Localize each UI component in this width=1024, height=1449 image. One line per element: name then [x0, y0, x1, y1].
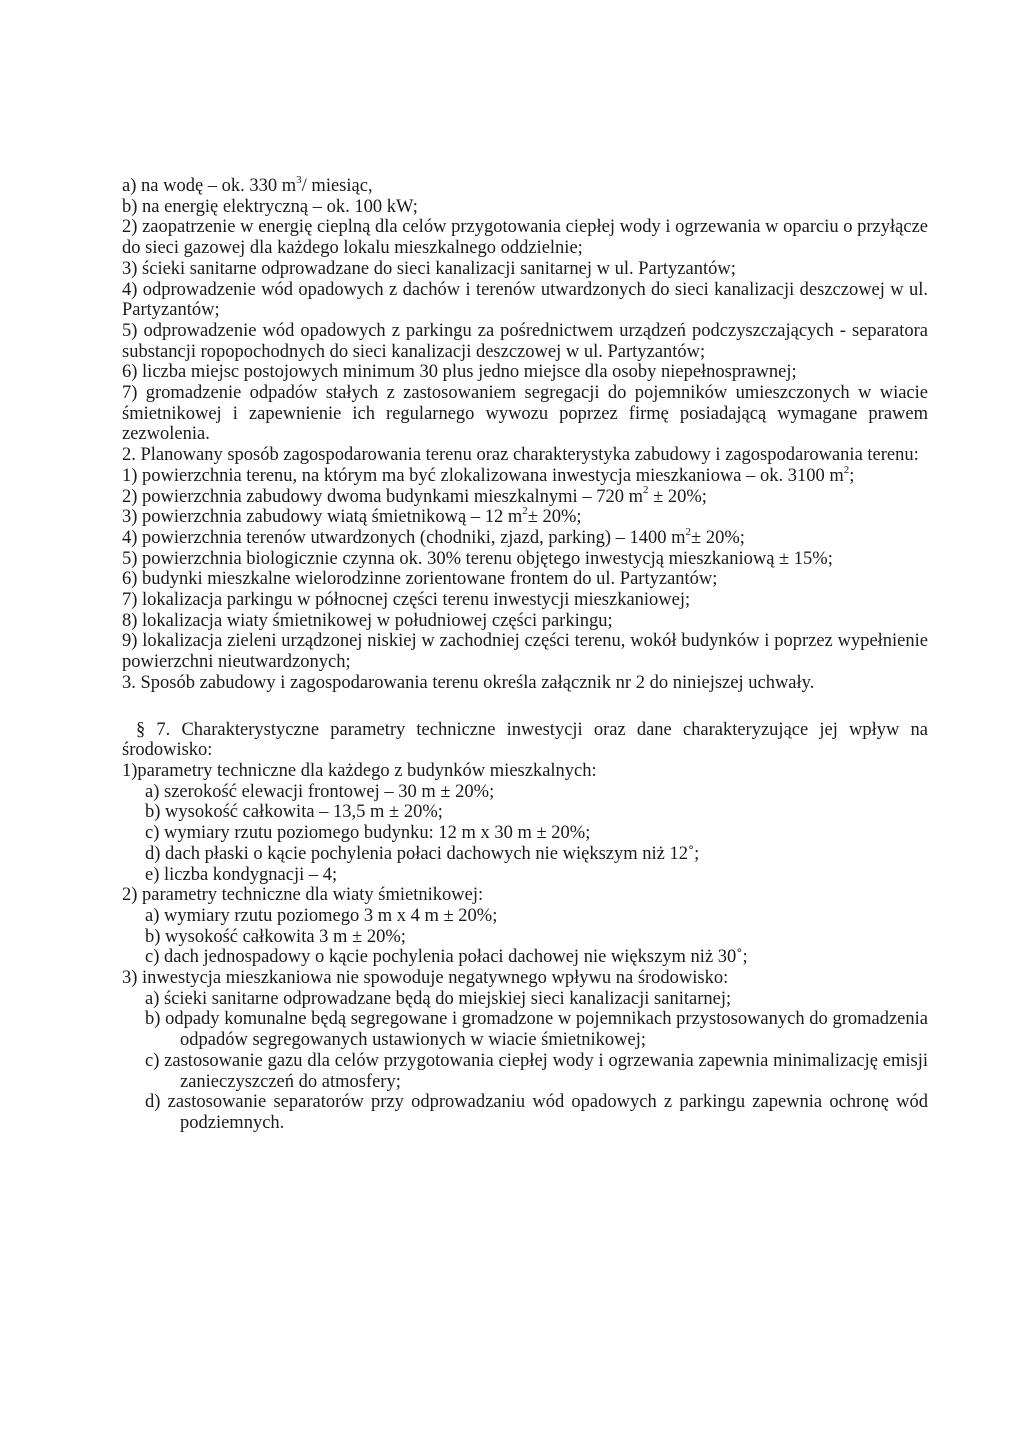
document-body [122, 173, 928, 1134]
item-shelter-location: 8) lokalizacja wiaty śmietnikowej w południowej części parkingu; [122, 610, 613, 631]
p7-item-3: 3) inwestycja mieszkaniowa nie spowoduje negatywnego wpływu na środowisko: [122, 968, 729, 989]
p7-item-2c: c) dach jednospadowy o kącie pochylenia połaci dachowej nie większym niż 30˚; [145, 947, 748, 968]
item-building-orientation: 6) budynki mieszkalne wielorodzinne zorientowane frontem do ul. Partyzantów; [122, 569, 718, 590]
p7-item-2a: a) wymiary rzutu poziomego 3 m x 4 m ± 20%; [145, 905, 498, 926]
section-3-text: 3. Sposób zabudowy i zagospodarowania terenu określa załącznik nr 2 do niniejszej uchwały. [122, 672, 815, 693]
paragraph-gap [122, 694, 928, 720]
p7-item-1a: a) szerokość elewacji frontowej – 30 m ± 20%; [145, 781, 495, 802]
paragraph-7-heading: § 7. Charakterystyczne parametry techniczne inwestycji oraz dane charakteryzujące jej wpływ na środowisko: [122, 719, 928, 761]
item-building-area: 2) powierzchnia zabudowy dwoma budynkami mieszkalnymi – 720 $m^2 \pm 20\%$; [122, 484, 707, 507]
p7-item-2: 2) parametry techniczne dla wiaty śmietnikowej: [122, 885, 484, 906]
item-greenery-location: 9) lokalizacja zieleni urządzonej niskiej w zachodniej części terenu, wokół budynków i poprzez wypełnienie powierzchni nieutwardzonych; [122, 631, 928, 673]
p7-item-3d: d) zastosowanie separatorów przy odprowadzaniu wód opadowych z parkingu zapewnia ochronę wód podziemnych. [145, 1092, 928, 1133]
item-biological-area: 5) powierzchnia biologicznie czynna ok. 30% terenu objętego inwestycją mieszkaniową ± 15%; [122, 548, 833, 569]
item-rainwater-roofs: 4) odprowadzenie wód opadowych z dachów i terenów utwardzonych do sieci kanalizacji deszczowej w ul. Partyzantów; [122, 279, 928, 321]
p7-item-1d: d) dach płaski o kącie pochylenia połaci dachowych nie większym niż 12˚; [145, 843, 700, 864]
water-demand: a) na wodę – ok. 330 $m^3/$ miesiąc, [122, 173, 373, 196]
energy-demand: b) na energię elektryczną – ok. 100 kW; [122, 196, 418, 217]
item-parking-spaces: 6) liczba miejsc postojowych minimum 30 plus jedno miejsce dla osoby niepełnosprawnej; [122, 362, 797, 383]
item-parking-location: 7) lokalizacja parkingu w północnej części terenu inwestycji mieszkaniowej; [122, 590, 691, 611]
item-paved-area: 4) powierzchnia terenów utwardzonych (chodniki, zjazd, parking) – 1400 $m^2\pm 20\%$; [122, 525, 745, 548]
p7-item-2b: b) wysokość całkowita 3 m ± 20%; [145, 926, 406, 947]
p7-item-3a: a) ścieki sanitarne odprowadzane będą do miejskiej sieci kanalizacji sanitarnej; [145, 988, 732, 1009]
item-heat-supply: 2) zaopatrzenie w energię cieplną dla celów przygotowania ciepłej wody i ogrzewania w oparciu o przyłącze do sieci gazowej dla każdego lokalu mieszkalnego oddzielnie; [122, 217, 928, 259]
p7-item-3b: b) odpady komunalne będą segregowane i gromadzone w pojemnikach przystosowanych do gromadzenia odpadów segregowanych ustawionych w wiacie śmietnikowej; [145, 1009, 928, 1051]
p7-item-1e: e) liczba kondygnacji – 4; [145, 864, 338, 885]
p7-item-1: 1)parametry techniczne dla każdego z budynków mieszkalnych: [122, 760, 597, 781]
item-waste-collection: 7) gromadzenie odpadów stałych z zastosowaniem segregacji do pojemników umieszczonych w wiacie śmietnikowej i zapewnienie ich regularnego wywozu poprzez firmę posiadającą wymagane prawem zezwolenia. [122, 383, 928, 445]
p7-item-1c: c) wymiary rzutu poziomego budynku: 12 m x 30 m ± 20%; [145, 823, 591, 844]
item-rainwater-parking: 5) odprowadzenie wód opadowych z parkingu za pośrednictwem urządzeń podczyszczających - separatora substancji ropopochodnych do sieci kanalizacji deszczowej w ul. Partyzantów; [122, 320, 928, 362]
p7-item-3c: c) zastosowanie gazu dla celów przygotowania ciepłej wody i ogrzewania zapewnia minimalizację emisji zanieczyszczeń do atmosfery; [145, 1050, 928, 1092]
item-shelter-area: 3) powierzchnia zabudowy wiatą śmietnikową – 12 $m^2\pm 20\%$; [122, 505, 582, 528]
section-2-heading: 2. Planowany sposób zagospodarowania terenu oraz charakterystyka zabudowy i zagospodarowania terenu: [122, 445, 919, 466]
item-sanitary-sewage: 3) ścieki sanitarne odprowadzane do sieci kanalizacji sanitarnej w ul. Partyzantów; [122, 258, 736, 279]
item-site-area: 1) powierzchnia terenu, na którym ma być zlokalizowana inwestycja mieszkaniowa – ok. 3100 $m^2$; [122, 463, 855, 486]
p7-item-1b: b) wysokość całkowita – 13,5 m ± 20%; [145, 802, 443, 823]
